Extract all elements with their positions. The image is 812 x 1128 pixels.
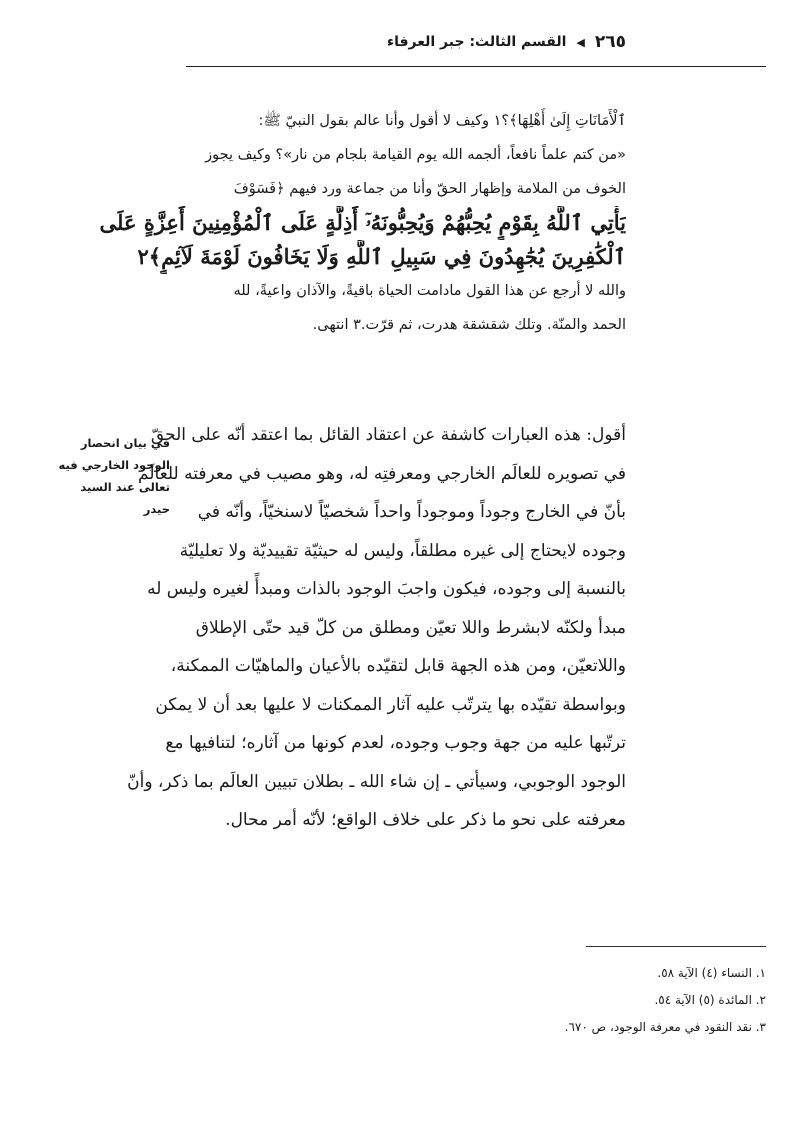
margin-note-line: الوجود الخارجي فيه [58, 458, 170, 472]
body-line: في تصويره للعالَم الخارجي ومعرفتِه له، وهو مصيب في معرفته للعالَم [138, 463, 626, 484]
section-title: القسم الثالث: جبر العرفاء [386, 34, 567, 50]
margin-note-line: حيدر [143, 502, 170, 516]
footnote: ٢. المائدة (٥) الآية ٥٤. [654, 993, 766, 1007]
quran-verse-line: ٱلْكَٰفِرِينَ يُجَٰهِدُونَ فِي سَبِيلِ ٱللَّهِ وَلَا يَخَافُونَ لَوْمَةَ لَآئِمٍ﴾٢ [137, 244, 626, 269]
footnotes [186, 960, 766, 1041]
quote-line: ٱلْأَمَانَاتِ إِلَىٰ أَهْلِهَا﴾؟١ وكيف لا أقول وأنا عالم بقول النبيّ ﷺ: [258, 113, 626, 129]
body-line: الوجود الوجوبي، وسيأتي ـ إن شاء الله ـ بطلان تبيين العالَم بما ذكر، وأنّ [127, 771, 626, 792]
margin-note-line: في بيان انحصار [80, 436, 170, 450]
quote-line: الحمد والمنّة. وتلك شقشقة هدرت، ثم قرّت.٣ انتهى. [312, 317, 626, 333]
body-line: وبواسطة تقيّده بها يترتّب عليه آثار الممكنات لا عليها بعد أن لا يمكن [155, 694, 626, 715]
page-number: ٢٦٥ [594, 32, 626, 52]
quran-verse-line: يَأْتِي ٱللَّهُ بِقَوْمٍ يُحِبُّهُمْ وَيُحِبُّونَهُۥٓ أَذِلَّةٍ عَلَى ٱلْمُؤْمِنِينَ أَعِزَّةٍ عَلَى [99, 210, 626, 235]
body-line: معرفته على نحو ما ذكر على خلاف الواقع؛ لأنّه أمر محال. [225, 810, 626, 830]
quoted-passage [46, 104, 626, 342]
footnote: ٣. نقد النقود في معرفة الوجود، ص ٦٧٠. [564, 1020, 766, 1034]
body-line: أقول: هذه العبارات كاشفة عن اعتقاد القائل بما اعتقد أنّه على الحقّ [150, 425, 626, 445]
body-line: وجوده لايحتاج إلى غيره مطلقاً، وليس له حيثيّة تقييديّة ولا تعليليّة [179, 540, 626, 561]
quote-line: الخوف من الملامة وإظهار الحقّ وأنا من جماعة ورد فيهم ﴿فَسَوْفَ [233, 181, 626, 197]
margin-note-line: تعالى عند السيد [80, 480, 170, 494]
running-header [196, 32, 626, 52]
quote-line: والله لا أرجع عن هذا القول مادامت الحياة باقيةً، والآذان واعيةً، لله [233, 283, 626, 299]
body-line: مبدأ ولكنّه لابشرط واللا تعيّن ومطلق من كلّ قيد حتّى الإطلاق [195, 617, 626, 638]
body-line: واللاتعيّن، ومن هذه الجهة قابل لتقيّده بالأعيان والماهيّات الممكنة، [170, 656, 626, 676]
footnote: ١. النساء (٤) الآية ٥٨. [657, 966, 766, 980]
quote-line: «من كتم علماً نافعاً، ألجمه الله يوم القيامة بلجام من نار»؟ وكيف يجوز [205, 147, 626, 163]
body-line: ترتّبها عليه من جهة وجوب وجوده، لعدم كونها من آثاره؛ لتنافيها مع [165, 733, 626, 753]
header-arrow-icon: ◀ [576, 35, 585, 49]
body-line: بأنّ في الخارج وجوداً وموجوداً واحداً شخصيّاً لاسنخيّاً، وأنّه في [197, 502, 626, 522]
body-line: بالنسبة إلى وجوده، فيكون واجبَ الوجود بالذات ومبدأً لغيره وليس له [147, 579, 626, 599]
footnote-rule [586, 946, 766, 947]
body-text [46, 416, 626, 840]
header-rule [186, 66, 766, 67]
